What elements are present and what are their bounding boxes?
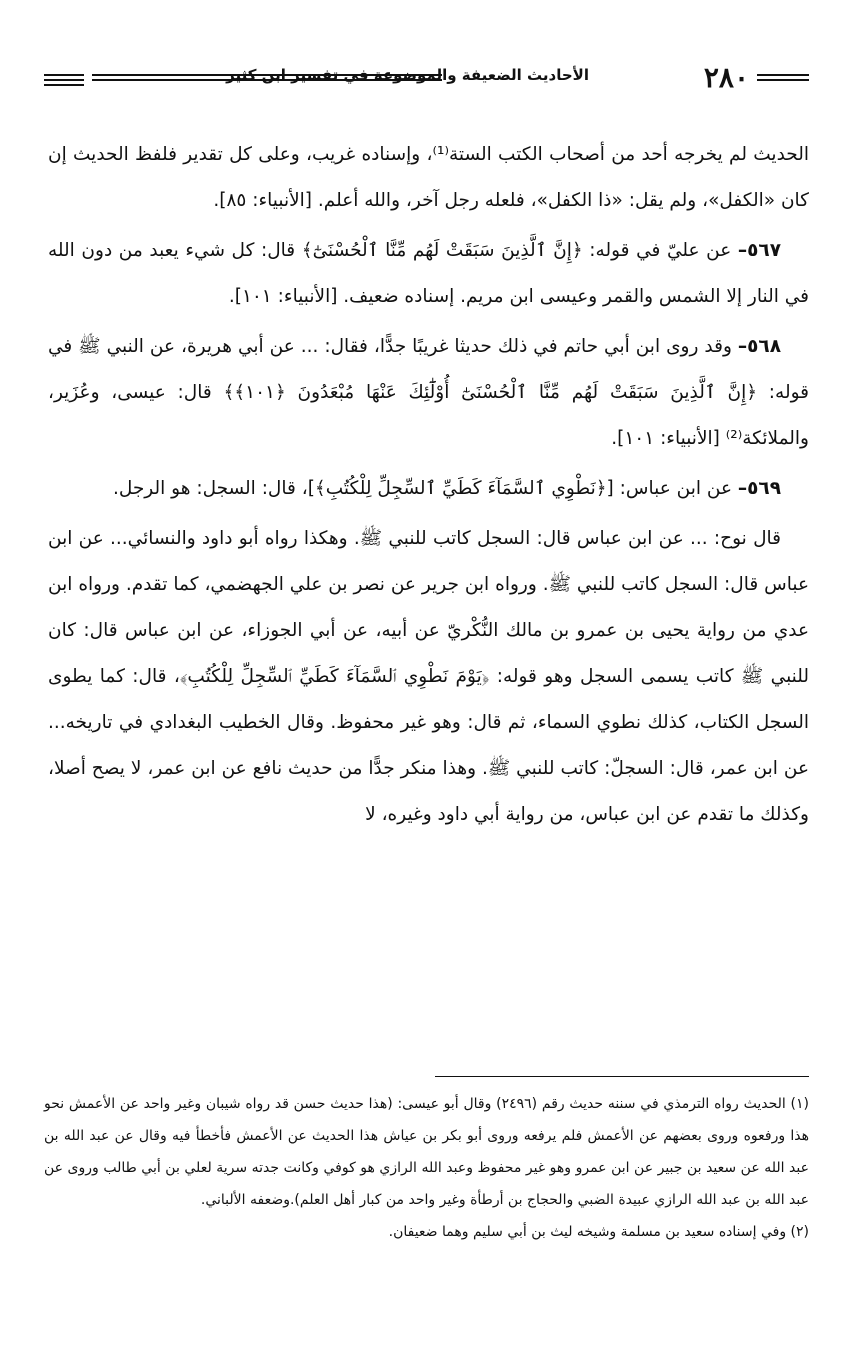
paragraph-intro: الحديث لم يخرجه أحد من أصحاب الكتب الستة⁽¹⁾، وإسناده غريب، وعلى كل تقدير فلفظ الحديث إن كان «الكفل»، ولم يقل: «ذا الكفل»، فلعله رجل آخر، والله أعلم. [الأنبياء: ٨٥].	[48, 144, 810, 211]
header-ornament-right	[757, 74, 809, 84]
hadith-number: ٥٦٨–	[737, 336, 781, 357]
paragraph-569	[48, 466, 809, 512]
hadith-number: ٥٦٧–	[737, 240, 781, 261]
paragraph-commentary: قال نوح: ... عن ابن عباس قال: السجل كاتب للنبي ﷺ. وهكذا رواه أبو داود والنسائي... عن ابن عباس قال: السجل كاتب للنبي ﷺ. ورواه ابن جرير عن نصر بن علي الجهضمي، كما تقدم. ورواه ابن عدي من رواية يحيى بن عمرو بن مالك النُّكْريّ عن أبيه، عن أبي الجوزاء، عن ابن عباس قال: كان للنبي ﷺ كاتب يسمى السجل وهو قوله: ﴿يَوْمَ نَطْوِي ٱلسَّمَآءَ كَطَيِّ ٱلسِّجِلِّ لِلْكُتُبِ﴾، قال: كما يطوى السجل الكتاب، كذلك نطوي السماء، ثم قال: وهو غير محفوظ. وقال الخطيب البغدادي في تاريخه... عن ابن عمر، قال: السجلّ: كاتب للنبي ﷺ. وهذا منكر جدًّا من حديث نافع عن ابن عمر، لا يصح أصلا، وكذلك ما تقدم عن ابن عباس، من رواية أبي داود وغيره، لا	[48, 528, 809, 825]
main-text	[48, 132, 809, 842]
running-header	[44, 62, 809, 96]
header-ornament-left	[44, 74, 84, 89]
running-title: الأحاديث الضعيفة والموضوعة في تفسير ابن كثير	[226, 66, 589, 84]
paragraph-568	[48, 324, 809, 462]
hadith-text: عن ابن عباس: [﴿نَطْوِي ٱلسَّمَآءَ كَطَيِّ ٱلسِّجِلِّ لِلْكُتُبِ﴾]، قال: السجل: هو الرجل.	[112, 478, 738, 499]
hadith-number: ٥٦٩–	[737, 478, 781, 499]
footnote-divider	[435, 1076, 809, 1077]
hadith-text: عن عليّ في قوله: ﴿إِنَّ ٱلَّذِينَ سَبَقَتْ لَهُم مِّنَّا ٱلْحُسْنَىٰٓ﴾ قال: كل شيء يعبد من دون الله في النار إلا الشمس والقمر وعيسى ابن مريم. إسناده ضعيف. [الأنبياء: ١٠١].	[48, 240, 809, 307]
footnotes	[44, 1088, 809, 1248]
hadith-text: وقد روى ابن أبي حاتم في ذلك حديثا غريبًا جدًّا، فقال: ... عن أبي هريرة، عن النبي ﷺ في قوله: ﴿إِنَّ ٱلَّذِينَ سَبَقَتْ لَهُم مِّنَّا ٱلْحُسْنَىٰٓ أُوْلَٰٓئِكَ عَنْهَا مُبْعَدُونَ ﴿١٠١﴾﴾ قال: عيسى، وعُزَير، والملائكة⁽²⁾ [الأنبياء: ١٠١].	[48, 336, 809, 449]
paragraph-567	[48, 228, 809, 320]
footnote-2: (٢) وفي إسناده سعيد بن مسلمة وشيخه ليث بن أبي سليم وهما ضعيفان.	[388, 1224, 809, 1240]
page-number: ٢٨٠	[703, 61, 749, 94]
header-rule	[92, 74, 442, 84]
footnote-1: (١) الحديث رواه الترمذي في سننه حديث رقم (٢٤٩٦) وقال أبو عيسى: (هذا حديث حسن قد رواه شيبان وغير واحد عن الأعمش نحو هذا ورفعوه وروى بعضهم عن الأعمش فلم يرفعه وروى أبو بكر بن عياش هذا الحديث عن الأعمش فأخطأ فيه وقال عن عبد الله بن عبد الله عن سعيد بن جبير عن ابن عمرو وهو غير محفوظ وعبد الله الرازي هو كوفي وكانت جدته سرية لعلي بن أبي طالب وروى عن عبد الله بن عبد الله الرازي عبيدة الضبي والحجاج بن أرطأة وغير واحد من كبار أهل العلم).وضعفه الألباني.	[44, 1096, 809, 1208]
